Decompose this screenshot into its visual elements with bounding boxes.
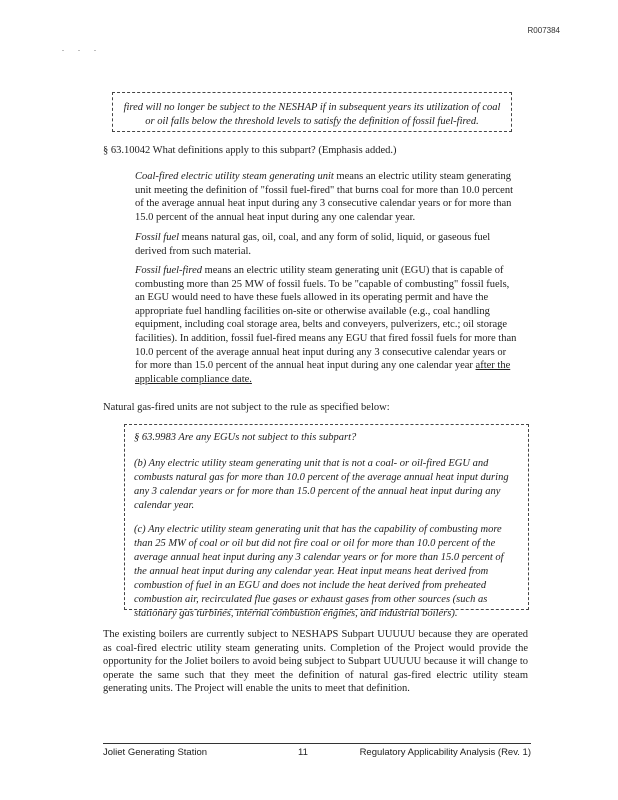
definition-text: means natural gas, oil, coal, and any form of solid, liquid, or gaseous fuel derived from such material. bbox=[135, 232, 491, 257]
footer-facility: Joliet Generating Station bbox=[103, 747, 208, 758]
definition-term: Coal-fired electric utility steam generating unit bbox=[135, 171, 334, 182]
quoted-excerpt-text: fired will no longer be subject to the NESHAP if in subsequent years its utilization of coal or oil falls below the threshold levels to satisfy the definition of fossil fuel-fired. bbox=[123, 102, 501, 127]
natural-gas-intro: Natural gas-fired units are not subject to the rule as specified below: bbox=[103, 402, 390, 413]
section-heading bbox=[103, 145, 523, 156]
closing-paragraph: The existing boilers are currently subject to NESHAPS Subpart UUUUU because they are operated as coal-fired electric utility steam generating units. Completion of the Project would provide the opportunity for the Joliet boilers to avoid being subject to Subpart UUUUU because it will change to operate the same such that they meet the definition of natural gas-fired electric utility steam generating units. The Project will enable the units to meet that definition. bbox=[103, 629, 528, 695]
scan-speck: . . . bbox=[62, 44, 102, 53]
exemption-paragraph-b: (b) Any electric utility steam generating unit that is not a coal- or oil-fired EGU and combusts natural gas for more than 10.0 percent of the average annual heat input during any 3 calendar years or for more than 15.0 percent of the annual heat input during any calendar year. bbox=[134, 458, 509, 511]
page-footer bbox=[103, 743, 531, 758]
section-heading-text: § 63.10042 What definitions apply to this subpart? bbox=[103, 145, 316, 156]
footer-page-number: 11 bbox=[298, 747, 308, 758]
underlined-emphasis: after the applicable compliance date. bbox=[135, 360, 511, 385]
definition-fossil-fuel bbox=[135, 231, 517, 258]
definition-text: means an electric utility steam generating unit meeting the definition of "fossil fuel-fired" that burns coal for more than 10.0 percent of the average annual heat input during any 3 consecutive calendar years or for more than 15.0 percent of the annual heat input during any one calendar year. bbox=[135, 171, 514, 223]
bates-number: R007384 bbox=[527, 26, 560, 35]
exemption-paragraph-c: (c) Any electric utility steam generating unit that has the capability of combusting more than 25 MW of coal or oil but did not fire coal or oil for more than 10.0 percent of the average annual heat input during any 3 calendar years or for more than 15.0 percent of the annual heat input during any calendar year. Heat input means heat derived from combustion of fuel in an EGU and does not include the heat derived from preheated combustion air, recirculated flue gases or exhaust gases from other sources (such as stationary gas turbines, internal combustion engines, and industrial boilers). bbox=[134, 524, 504, 619]
definition-fossil-fuel-fired bbox=[135, 264, 517, 386]
emphasis-note: (Emphasis added.) bbox=[318, 145, 397, 156]
exemption-excerpt-box bbox=[124, 424, 529, 619]
exemption-question: § 63.9983 Are any EGUs not subject to this subpart? bbox=[134, 432, 357, 443]
footer-document-title: Regulatory Applicability Analysis (Rev. 1) bbox=[359, 747, 531, 758]
definition-term: Fossil fuel-fired bbox=[135, 265, 202, 276]
definition-term: Fossil fuel bbox=[135, 232, 180, 243]
quoted-excerpt-box bbox=[112, 92, 512, 132]
definition-text: means an electric utility steam generating unit (EGU) that is capable of combusting more than 25 MW of fossil fuels. To be "capable of combusting" fossil fuels, an EGU would need to have these fuels allowed in its operating permit and have the appropriate fuel handling facilities on-site or otherwise available (e.g., coal handling equipment, including coal storage area, belts and conveyers, pulverizers, etc.; oil storage facilities). In addition, fossil fuel-fired means any EGU that fired fossil fuels for more than 10.0 percent of the average annual heat input during any 3 consecutive calendar years or for more than 15.0 percent of the annual heat input during any one calendar year bbox=[135, 265, 517, 372]
definition-coal-fired bbox=[135, 170, 517, 224]
